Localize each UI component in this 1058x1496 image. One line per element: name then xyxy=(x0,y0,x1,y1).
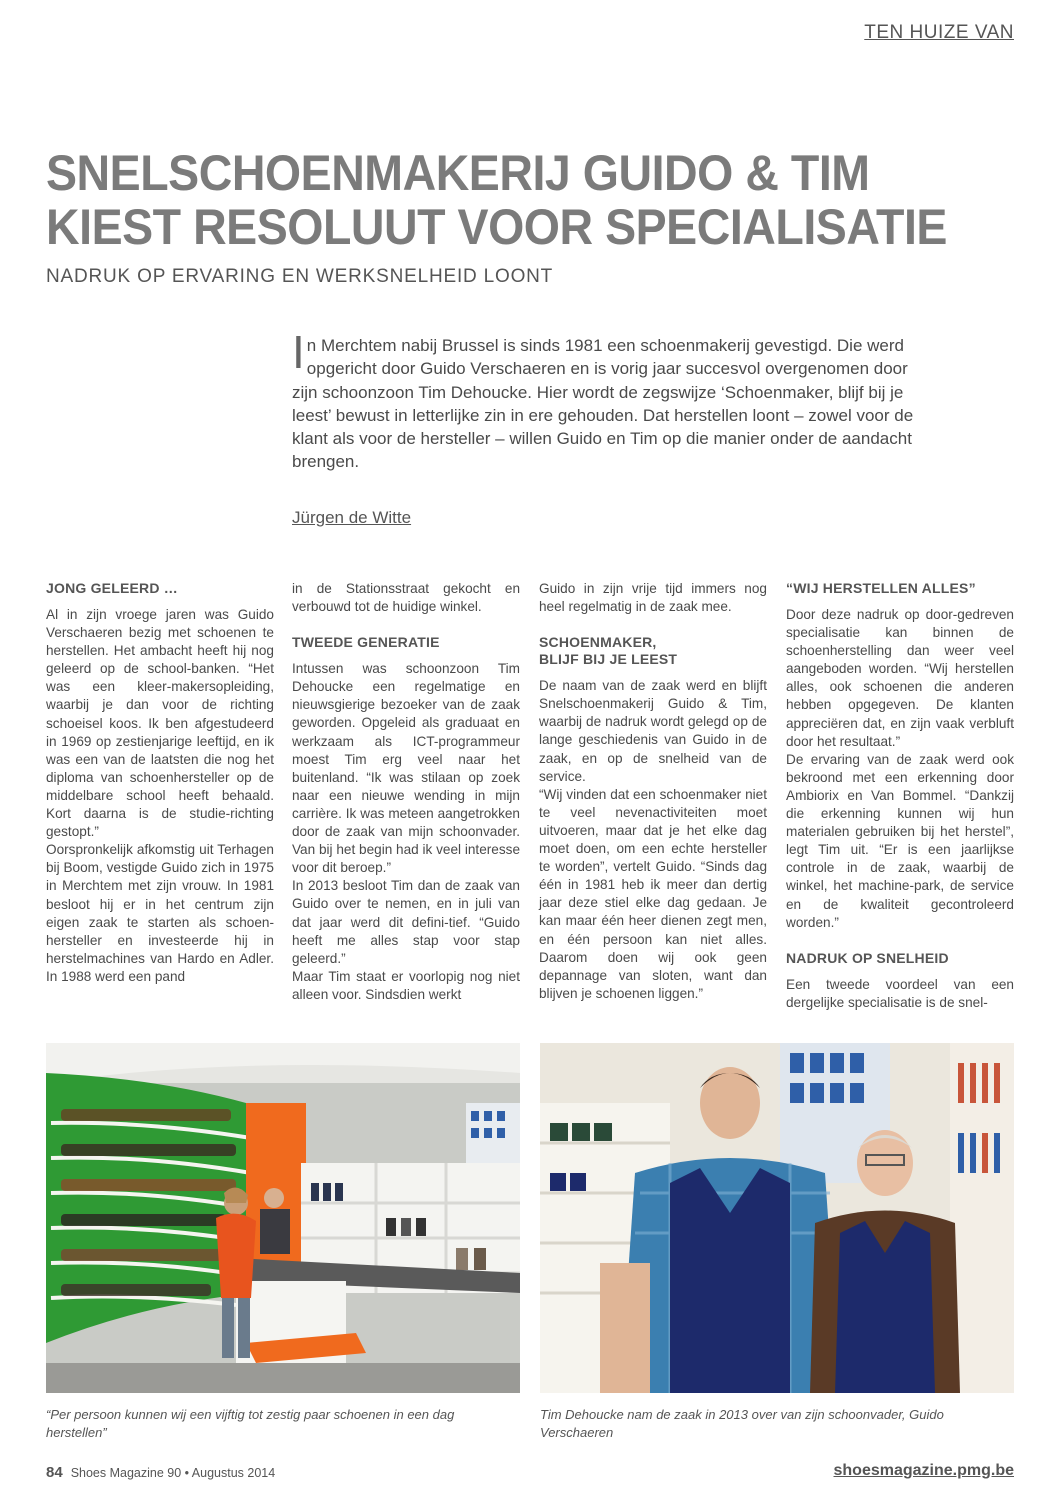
heading-schoenmaker xyxy=(539,634,767,668)
col4-paragraph-2: De ervaring van de zaak werd ook bekroond met een erkenning door Ambiorix en Van Bommel. “Dankzij die erkenning kunnen wij hun materialen gebruiken bij het herstel”, legt Tim uit. “Er is een jaarlijkse controle in de zaak, waarbij de winkel, het machine-park, de service en de kwaliteit gecontroleerd worden.” xyxy=(786,751,1014,930)
article-subtitle: NADRUK OP ERVARING EN WERKSNELHEID LOONT xyxy=(46,266,554,287)
col3-paragraph-0: Guido in zijn vrije tijd immers nog heel regelmatig in de zaak mee. xyxy=(539,581,767,615)
col3-paragraph-2: “Wij vinden dat een schoenmaker niet te veel nevenactiviteiten moet uitvoeren, maar dat je het elke dag moet doen, om een echte hersteller te worden”, vertelt Guido. “Sinds dag één in 1981 heb ik meer dan dertig jaar deze stiel elke dag gedaan. Je kan maar één heer dienen zegt men, en één persoon kan niet alles. Daarom doen wij ook geen depannage van sloten, want dan blijven je schoenen liggen.” xyxy=(539,786,767,1001)
col1-paragraph-2: Oorspronkelijk afkomstig uit Terhagen bij Boom, vestigde Guido zich in 1975 in Merchtem met zijn vrouw. In 1981 besloot hij er in het centrum zijn eigen zaak te starten als schoen-hersteller en investeerde hij in herstelmachines van Hardo en Adler. In 1988 werd een pand xyxy=(46,842,274,984)
col2-paragraph-3: Maar Tim staat er voorlopig nog niet alleen voor. Sindsdien werkt xyxy=(292,968,520,1002)
drop-cap: I xyxy=(292,326,305,378)
shop-interior-illustration xyxy=(46,1043,520,1393)
article-column-4 xyxy=(786,580,1014,1012)
heading-tweede-generatie: TWEEDE GENERATIE xyxy=(292,634,440,651)
col1-paragraph-1: Al in zijn vroege jaren was Guido Verschaeren bezig met schoenen te herstellen. Het ambacht heeft hij nog geleerd op de school-banken. “Het was een kleer-makersopleiding, waarbij je dan voor de richting schoeisel koos. Ik ben afgestudeerd in 1969 op zestienjarige leeftijd, en ik was een van de laatsten die nog het diploma van schoenhersteller op de middelbare school heeft behaald. Kort daarna is de studie-richting gestopt.” xyxy=(46,607,274,840)
owners-portrait-illustration xyxy=(540,1043,1014,1393)
article-column-3 xyxy=(539,580,767,1003)
heading-schoenmaker-line-2: BLIJF BIJ JE LEEST xyxy=(539,651,678,668)
col4-paragraph-1: Door deze nadruk op door-gedreven specialisatie kan binnen de schoenherstelling dan weer veel aangeboden worden. “Wij herstellen alles, ook schoenen die anderen hebben opgegeven. De klanten appreciëren dat, en zijn vaak verbluft door het resultaat.” xyxy=(786,607,1014,749)
author-byline[interactable]: Jürgen de Witte xyxy=(292,508,412,527)
heading-jong-geleerd: JONG GELEERD … xyxy=(46,580,178,596)
photo-caption-1: “Per persoon kunnen wij een vijftig tot zestig paar schoenen in een dag herstellen” xyxy=(46,1407,455,1440)
col2-paragraph-2: In 2013 besloot Tim dan de zaak van Guido over te nemen, en in juli van dat jaar werd dit defini-tief. “Guido heeft me alles stap voor stap geleerd.” xyxy=(292,878,520,966)
heading-wij-herstellen-alles: “WIJ HERSTELLEN ALLES” xyxy=(786,580,976,596)
owners-portrait-photo xyxy=(540,1043,1014,1393)
intro-paragraph xyxy=(292,326,932,474)
section-label: TEN HUIZE VAN xyxy=(864,22,1014,43)
col3-paragraph-1: De naam van de zaak werd en blijft Snelschoenmakerij Guido & Tim, waarbij de nadruk wordt gelegd op de lange geschiedenis van Guido in de zaak, en op de snelheid van de service. xyxy=(539,678,767,784)
col4-paragraph-3: Een tweede voordeel van een dergelijke specialisatie is de snel- xyxy=(786,976,1014,1010)
photo-caption-2: Tim Dehoucke nam de zaak in 2013 over van zijn schoonvader, Guido Verschaeren xyxy=(540,1407,944,1440)
title-line-2: KIEST RESOLUUT VOOR SPECIALISATIE xyxy=(46,199,947,255)
issue-info: Shoes Magazine 90 • Augustus 2014 xyxy=(70,1466,276,1480)
col2-paragraph-1: Intussen was schoonzoon Tim Dehoucke een regelmatige en nieuwsgierige bezoeker van de zaak geworden. Opgeleid als graduaat en werkzaam als ICT-programmeur moest Tim erg veel naar het buitenland. “Ik was stilaan op zoek naar een nieuwe wending in mijn carrière. Ik was meteen aangetrokken door de zaak van mijn schoonvader. Van bij het begin had ik veel interesse voor dit beroep.” xyxy=(292,661,520,876)
page-footer-info xyxy=(46,1464,275,1481)
website-link[interactable]: shoesmagazine.pmg.be xyxy=(833,1462,1014,1479)
article-column-2 xyxy=(292,580,520,1004)
article-title xyxy=(46,146,957,254)
page-number: 84 xyxy=(46,1464,63,1481)
heading-nadruk-op-snelheid: NADRUK OP SNELHEID xyxy=(786,949,949,966)
col2-paragraph-0: in de Stationsstraat gekocht en verbouwd tot de huidige winkel. xyxy=(292,581,520,615)
title-line-1: SNELSCHOENMAKERIJ GUIDO & TIM xyxy=(46,145,870,201)
article-column-1 xyxy=(46,580,274,986)
heading-schoenmaker-line-1: SCHOENMAKER, xyxy=(539,634,657,651)
shop-interior-photo xyxy=(46,1043,520,1393)
intro-text: n Merchtem nabij Brussel is sinds 1981 een schoenmakerij gevestigd. Die werd opgericht door Guido Verschaeren en is vorig jaar succesvol overgenomen door zijn schoonzoon Tim Dehoucke. Hier wordt de zegswijze ‘Schoenmaker, blijf bij je leest’ bewust in letterlijke zin in ere gehouden. Dat herstellen loont – zowel voor de klant als voor de hersteller – willen Guido en Tim op die manier onder de aandacht brengen. xyxy=(292,336,914,472)
